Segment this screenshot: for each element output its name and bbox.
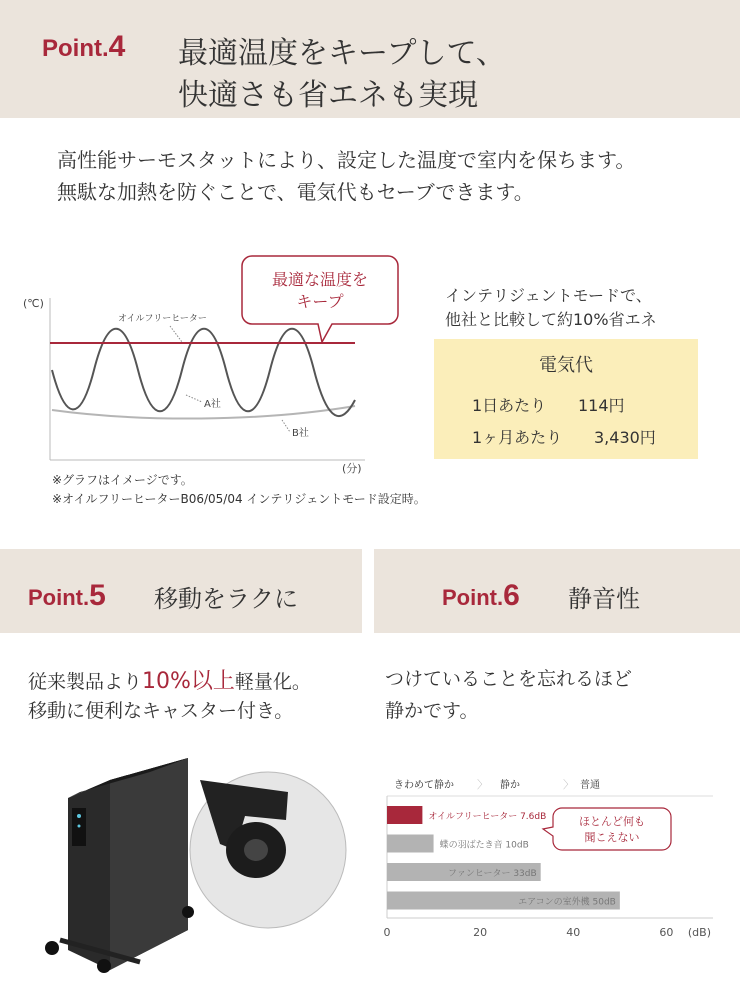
heater-led-2 xyxy=(78,825,81,828)
graph-label-a-leader xyxy=(186,395,202,402)
heater-caster-3 xyxy=(182,906,194,918)
noise-bar-label: エアコンの室外機 50dB xyxy=(518,897,616,908)
saving-line2: 他社と比較して約10%省エネ xyxy=(445,310,657,329)
point5-desc-highlight: 10%以上 xyxy=(142,669,235,694)
noise-callout-line2: 聞こえない xyxy=(584,831,640,844)
noise-scale-chevron: 〉 xyxy=(477,778,488,791)
graph-label-main: オイルフリーヒーター xyxy=(118,314,207,324)
point4-label-text: Point. xyxy=(42,35,109,62)
cost-month-value: 3,430円 xyxy=(594,428,656,447)
graph-unit-x: (分) xyxy=(342,462,362,475)
point4-desc-line1: 高性能サーモスタットにより、設定した温度で室内を保ちます。 xyxy=(57,148,636,172)
heater-side xyxy=(110,758,188,970)
point6-header xyxy=(374,549,740,633)
graph-note-2: ※オイルフリーヒーターB06/05/04 インテリジェントモード設定時。 xyxy=(52,492,426,506)
point5-header xyxy=(0,549,362,633)
noise-bar-label: 蝶の羽ばたき音 10dB xyxy=(439,840,529,851)
point5-number: 5 xyxy=(89,579,106,612)
saving-line1: インテリジェントモードで、 xyxy=(445,286,652,305)
graph-label-b-leader xyxy=(282,420,290,432)
point4-number: 4 xyxy=(108,30,126,63)
noise-scale-label: 静か xyxy=(500,780,520,791)
point5-desc-post: 軽量化。 xyxy=(234,671,311,693)
point4-title-line1: 最適温度をキープして、 xyxy=(178,36,506,71)
point5-label-text: Point. xyxy=(28,585,90,610)
noise-tick-label: 60 xyxy=(659,926,674,939)
caster-wheel-hub xyxy=(244,839,268,861)
noise-tick-label: 20 xyxy=(473,926,488,939)
point4-label xyxy=(42,30,125,64)
cost-day-label: 1日あたり xyxy=(472,396,547,415)
point4-header xyxy=(0,0,740,118)
noise-bar xyxy=(387,835,434,853)
heater-caster-2 xyxy=(97,959,111,973)
point6-title: 静音性 xyxy=(568,585,640,613)
point5-desc-pre: 従来製品より xyxy=(28,671,143,693)
noise-scale-chevron: 〉 xyxy=(563,778,574,791)
point5-label xyxy=(28,579,106,613)
point6-desc-line1: つけていることを忘れるほど xyxy=(385,668,633,690)
cost-day-value: 114円 xyxy=(578,396,625,415)
noise-unit-label: (dB) xyxy=(687,926,711,939)
graph-callout-line2: キープ xyxy=(296,292,344,311)
graph-label-a: A社 xyxy=(204,399,221,410)
graph-callout-line1: 最適な温度を xyxy=(271,270,369,289)
graph-note-1: ※グラフはイメージです。 xyxy=(52,473,193,487)
point6-label-text: Point. xyxy=(442,585,504,610)
point5-desc-line1 xyxy=(28,664,311,695)
point4-desc-line2: 無駄な加熱を防ぐことで、電気代もセーブできます。 xyxy=(57,180,534,204)
cost-box-title: 電気代 xyxy=(539,355,593,376)
point5-desc-line2: 移動に便利なキャスター付き。 xyxy=(28,700,294,722)
noise-tick-label: 0 xyxy=(383,926,391,939)
heater-caster-1 xyxy=(45,941,59,955)
noise-callout-line1: ほとんど何も xyxy=(579,815,645,828)
temperature-graph xyxy=(20,250,420,480)
point4-title-line2: 快適さも省エネも実現 xyxy=(178,78,478,113)
cost-month-label: 1ヶ月あたり xyxy=(472,428,563,447)
noise-chart xyxy=(375,770,720,970)
heater-image xyxy=(30,740,360,990)
noise-tick-label: 40 xyxy=(566,926,581,939)
graph-unit-y: (℃) xyxy=(23,297,44,310)
graph-label-main-leader xyxy=(170,326,182,342)
noise-bar-label: ファンヒーター 33dB xyxy=(448,869,537,879)
noise-bar-label: オイルフリーヒーター 7.6dB xyxy=(428,812,547,822)
point5-title: 移動をラクに xyxy=(154,585,298,613)
heater-led-1 xyxy=(77,814,81,818)
noise-scale-label: きわめて静か xyxy=(394,780,454,791)
electricity-cost-box xyxy=(434,339,698,459)
noise-scale-label: 普通 xyxy=(580,780,600,791)
point6-desc-line2: 静かです。 xyxy=(385,700,479,722)
graph-label-b: B社 xyxy=(292,428,309,439)
point6-number: 6 xyxy=(503,579,520,612)
noise-bar xyxy=(387,806,422,824)
point6-label xyxy=(442,579,520,613)
